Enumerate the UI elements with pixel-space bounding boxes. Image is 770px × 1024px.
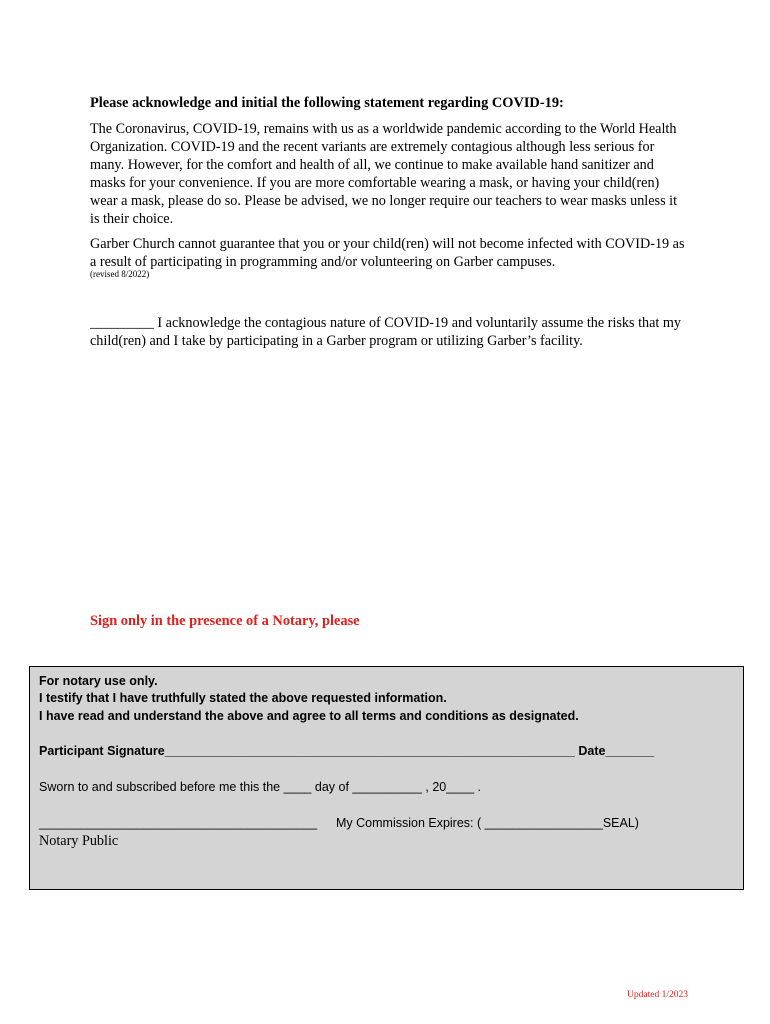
notary-section xyxy=(29,666,744,890)
liability-paragraph: Garber Church cannot guarantee that you or your child(ren) will not become infected with COVID-19 as a result of participating in programming and/or volunteering on Garber campuses. xyxy=(90,236,685,270)
section-heading: Please acknowledge and initial the following statement regarding COVID-19: xyxy=(90,95,564,111)
agreement-statement: I have read and understand the above and agree to all terms and conditions as designated. xyxy=(39,709,579,723)
updated-date: Updated 1/2023 xyxy=(627,990,688,1000)
revised-date: (revised 8/2022) xyxy=(90,269,150,279)
notary-sign-note: Sign only in the presence of a Notary, please xyxy=(90,613,360,629)
covid-statement-paragraph: The Coronavirus, COVID-19, remains with us as a worldwide pandemic according to the World Health Organization. COVID-19 and the recent variants are extremely contagious although less serious for many. However, for the comfort and health of all, we continue to make available hand sanitizer and masks for your convenience. If you are more comfortable wearing a mask, or having your child(ren) wear a mask, please do so. Please be advised, we no longer require our teachers to wear masks unless it is their choice. xyxy=(90,121,678,227)
acknowledgment-statement: _________ I acknowledge the contagious nature of COVID-19 and voluntarily assume the risks that my child(ren) and I take by participating in a Garber program or utilizing Garber’s facility. xyxy=(90,315,682,349)
sworn-statement: Sworn to and subscribed before me this the ____ day of __________ , 20____ . xyxy=(39,780,481,794)
notary-use-only: For notary use only. xyxy=(39,674,158,688)
commission-expires: My Commission Expires: ( _________________SEAL) xyxy=(336,816,639,830)
testify-statement: I testify that I have truthfully stated the above requested information. xyxy=(39,691,447,705)
notary-signature-line: ________________________________________ xyxy=(39,816,318,830)
participant-signature-line: Participant Signature___________________________________________________________ Date_______ xyxy=(39,744,655,758)
notary-public-label: Notary Public xyxy=(39,833,119,849)
